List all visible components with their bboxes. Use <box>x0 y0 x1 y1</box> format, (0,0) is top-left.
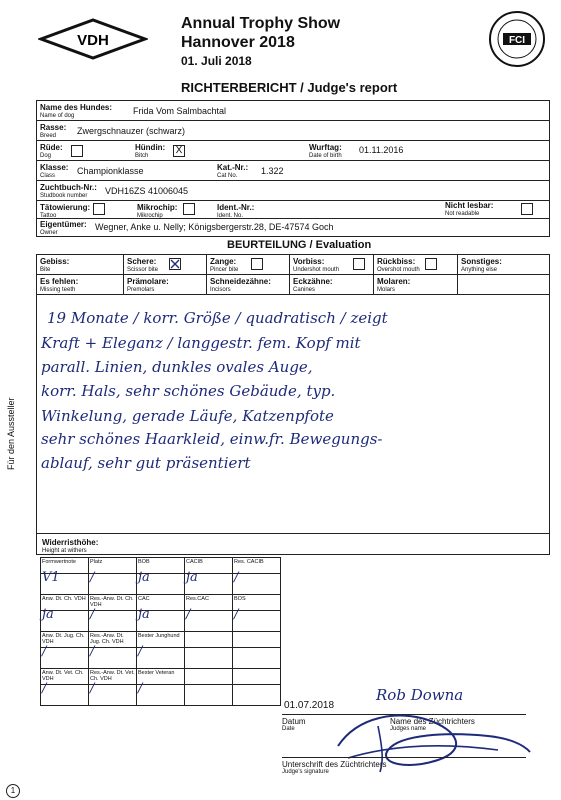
eval-line-2: Kraft + Eleganz / langgestr. fem. Kopf mit <box>41 334 361 352</box>
dob-label: Wurftag: Date of birth <box>309 143 342 159</box>
missing-label: Es fehlen: Missing teeth <box>40 277 79 293</box>
cell-value: / <box>185 611 233 632</box>
sex-row <box>37 141 549 161</box>
grades-row-2-labels <box>41 595 281 611</box>
cell-label: BOS <box>233 595 281 611</box>
id-row <box>37 201 549 219</box>
chip-checkbox[interactable] <box>183 203 195 215</box>
cell-label <box>233 632 281 648</box>
judge-name-label: Name des Züchtrichters Judges name <box>390 717 475 732</box>
dog-name-label: Name des Hundes: Name of dog <box>40 103 113 119</box>
cell-label <box>233 669 281 685</box>
cell-label: Anw. Dt. Ch. VDH <box>41 595 89 611</box>
cell-label: Res.CAC <box>185 595 233 611</box>
cell-label: Res.-Anw. Dt. Ch. VDH <box>89 595 137 611</box>
vdh-logo <box>38 18 148 60</box>
cell-value: / <box>137 685 185 706</box>
dob-value: 01.11.2016 <box>359 145 404 155</box>
female-checkbox[interactable]: X <box>173 145 185 157</box>
bite-row <box>37 255 549 275</box>
studbook-label: Zuchtbuch-Nr.: Studbook number <box>40 183 97 199</box>
cell-label: CAC <box>137 595 185 611</box>
undershot-label: Vorbiss: Undershot mouth <box>293 257 340 273</box>
cell-value: ja <box>137 574 185 595</box>
evaluation-title: BEURTEILUNG / Evaluation <box>227 239 372 251</box>
male-checkbox[interactable] <box>71 145 83 157</box>
evaluation-form <box>36 254 550 555</box>
eval-line-3: parall. Linien, dunkles ovales Auge, <box>41 358 313 376</box>
cell-label: Bester Junghund <box>137 632 185 648</box>
fci-logo <box>488 10 546 68</box>
class-label: Klasse: Class <box>40 163 69 179</box>
class-value: Championklasse <box>77 166 144 176</box>
catno-label: Kat.-Nr.: Cat No. <box>217 163 249 179</box>
cell-value: / <box>41 648 89 669</box>
female-label: Hündin: Bitch <box>135 143 166 159</box>
cell-label <box>185 669 233 685</box>
report-title: RICHTERBERICHT / Judge's report <box>181 80 398 95</box>
cell-value: ja <box>137 611 185 632</box>
signature-line <box>282 757 526 758</box>
else-label: Sonstiges: Anything else <box>461 257 502 273</box>
svg-text:FCI: FCI <box>508 35 526 46</box>
catno-value: 1.322 <box>261 166 284 176</box>
height-label: Widerristhöhe: Height at withers <box>42 538 99 554</box>
cell-value: V1 <box>41 574 89 595</box>
cell-label: Res. CACIB <box>233 558 281 574</box>
cell-value: ja <box>41 611 89 632</box>
grades-row-4-values <box>41 685 281 706</box>
owner-value: Wegner, Anke u. Nelly; Königsbergerstr.28, DE-47574 Goch <box>95 222 334 232</box>
grades-row-3-labels <box>41 632 281 648</box>
cell-value: / <box>89 685 137 706</box>
cell-value <box>185 648 233 669</box>
cell-value: / <box>89 611 137 632</box>
cell-label: Bester Veteran <box>137 669 185 685</box>
cell-value <box>233 685 281 706</box>
cell-value: ja <box>185 574 233 595</box>
tattoo-label: Tätowierung: Tattoo <box>40 203 91 219</box>
cell-value <box>185 685 233 706</box>
judge-name-handwritten: Rob Downa <box>376 686 464 704</box>
pincer-label: Zange: Pincer bite <box>210 257 239 273</box>
signature-label: Unterschrift des Züchtrichters Judge's signature <box>282 760 387 775</box>
dog-name-row <box>37 101 549 121</box>
missing-teeth-row <box>37 275 549 295</box>
molar-label: Molaren: Molars <box>377 277 411 293</box>
grades-row-1-labels <box>41 558 281 574</box>
dog-name-value: Frida Vom Salmbachtal <box>133 106 227 116</box>
cell-label: Res.-Anw. Dt. Jug. Ch. VDH <box>89 632 137 648</box>
cell-value: / <box>233 574 281 595</box>
signature-date-value: 01.07.2018 <box>284 700 335 711</box>
eval-line-7: ablauf, sehr gut präsentiert <box>41 454 251 472</box>
unreadable-checkbox[interactable] <box>521 203 533 215</box>
grades-row-1-values <box>41 574 281 595</box>
date-label: Datum Date <box>282 717 306 732</box>
cell-label <box>185 632 233 648</box>
undershot-checkbox[interactable] <box>353 258 365 270</box>
cell-label: BOB <box>137 558 185 574</box>
grades-table <box>40 557 281 706</box>
cell-label: Anw. Dt. Jug. Ch. VDH <box>41 632 89 648</box>
dog-info-form <box>36 100 550 237</box>
show-date: 01. Juli 2018 <box>181 54 252 68</box>
scissor-label: Schere: Scissor bite <box>127 257 159 273</box>
pincer-checkbox[interactable] <box>251 258 263 270</box>
breed-value: Zwergschnauzer (schwarz) <box>77 126 186 136</box>
cell-label: Anw. Dt. Vet. Ch. VDH <box>41 669 89 685</box>
eval-line-5: Winkelung, gerade Läufe, Katzenpfote <box>41 407 334 425</box>
show-title-line2: Hannover 2018 <box>181 34 295 51</box>
grades-row-2-values <box>41 611 281 632</box>
tattoo-checkbox[interactable] <box>93 203 105 215</box>
class-row <box>37 161 549 181</box>
grades-row-4-labels <box>41 669 281 685</box>
studbook-value: VDH16ZS 41006045 <box>105 186 189 196</box>
cell-value: / <box>137 648 185 669</box>
cell-label: Res.-Anw. Dt. Vet. Ch. VDH <box>89 669 137 685</box>
incisor-label: Schneidezähne: Incisors <box>210 277 271 293</box>
bite-label: Gebiss: Bite <box>40 257 70 273</box>
overshot-checkbox[interactable] <box>425 258 437 270</box>
cell-value: / <box>89 648 137 669</box>
studbook-row <box>37 181 549 201</box>
canine-label: Eckzähne: Canines <box>293 277 333 293</box>
grades-row-3-values <box>41 648 281 669</box>
cell-value: / <box>233 611 281 632</box>
overshot-label: Rückbiss: Overshot mouth <box>377 257 420 273</box>
cell-value <box>233 648 281 669</box>
unreadable-label: Nicht lesbar: Not readable <box>445 201 494 217</box>
eval-line-4: korr. Hals, sehr schönes Gebäude, typ. <box>41 382 336 400</box>
eval-line-6: sehr schönes Haarkleid, einw.fr. Bewegungs- <box>41 430 383 448</box>
scissor-checkbox[interactable] <box>169 258 181 270</box>
chip-label: Mikrochip: Mikrochip <box>137 203 178 219</box>
premolar-label: Prämolare: Premolars <box>127 277 169 293</box>
show-title <box>181 14 340 52</box>
show-title-line1: Annual Trophy Show <box>181 15 341 32</box>
male-label: Rüde: Dog <box>40 143 63 159</box>
breed-label: Rasse: Breed <box>40 123 67 139</box>
svg-text:VDH: VDH <box>77 32 109 49</box>
cell-label: Platz <box>89 558 137 574</box>
page-number: 1 <box>6 784 20 798</box>
side-label: Für den Aussteller <box>6 397 16 470</box>
breed-row <box>37 121 549 141</box>
eval-line-1: 19 Monate / korr. Größe / quadratisch / zeigt <box>47 309 388 327</box>
cell-value: / <box>89 574 137 595</box>
owner-label: Eigentümer: Owner <box>40 220 87 236</box>
cell-value: / <box>41 685 89 706</box>
cell-label: CACIB <box>185 558 233 574</box>
evaluation-text-area <box>37 297 549 534</box>
owner-row <box>37 219 549 235</box>
ident-label: Ident.-Nr.: Ident. No. <box>217 203 255 219</box>
cell-label: Formwertnote <box>41 558 89 574</box>
